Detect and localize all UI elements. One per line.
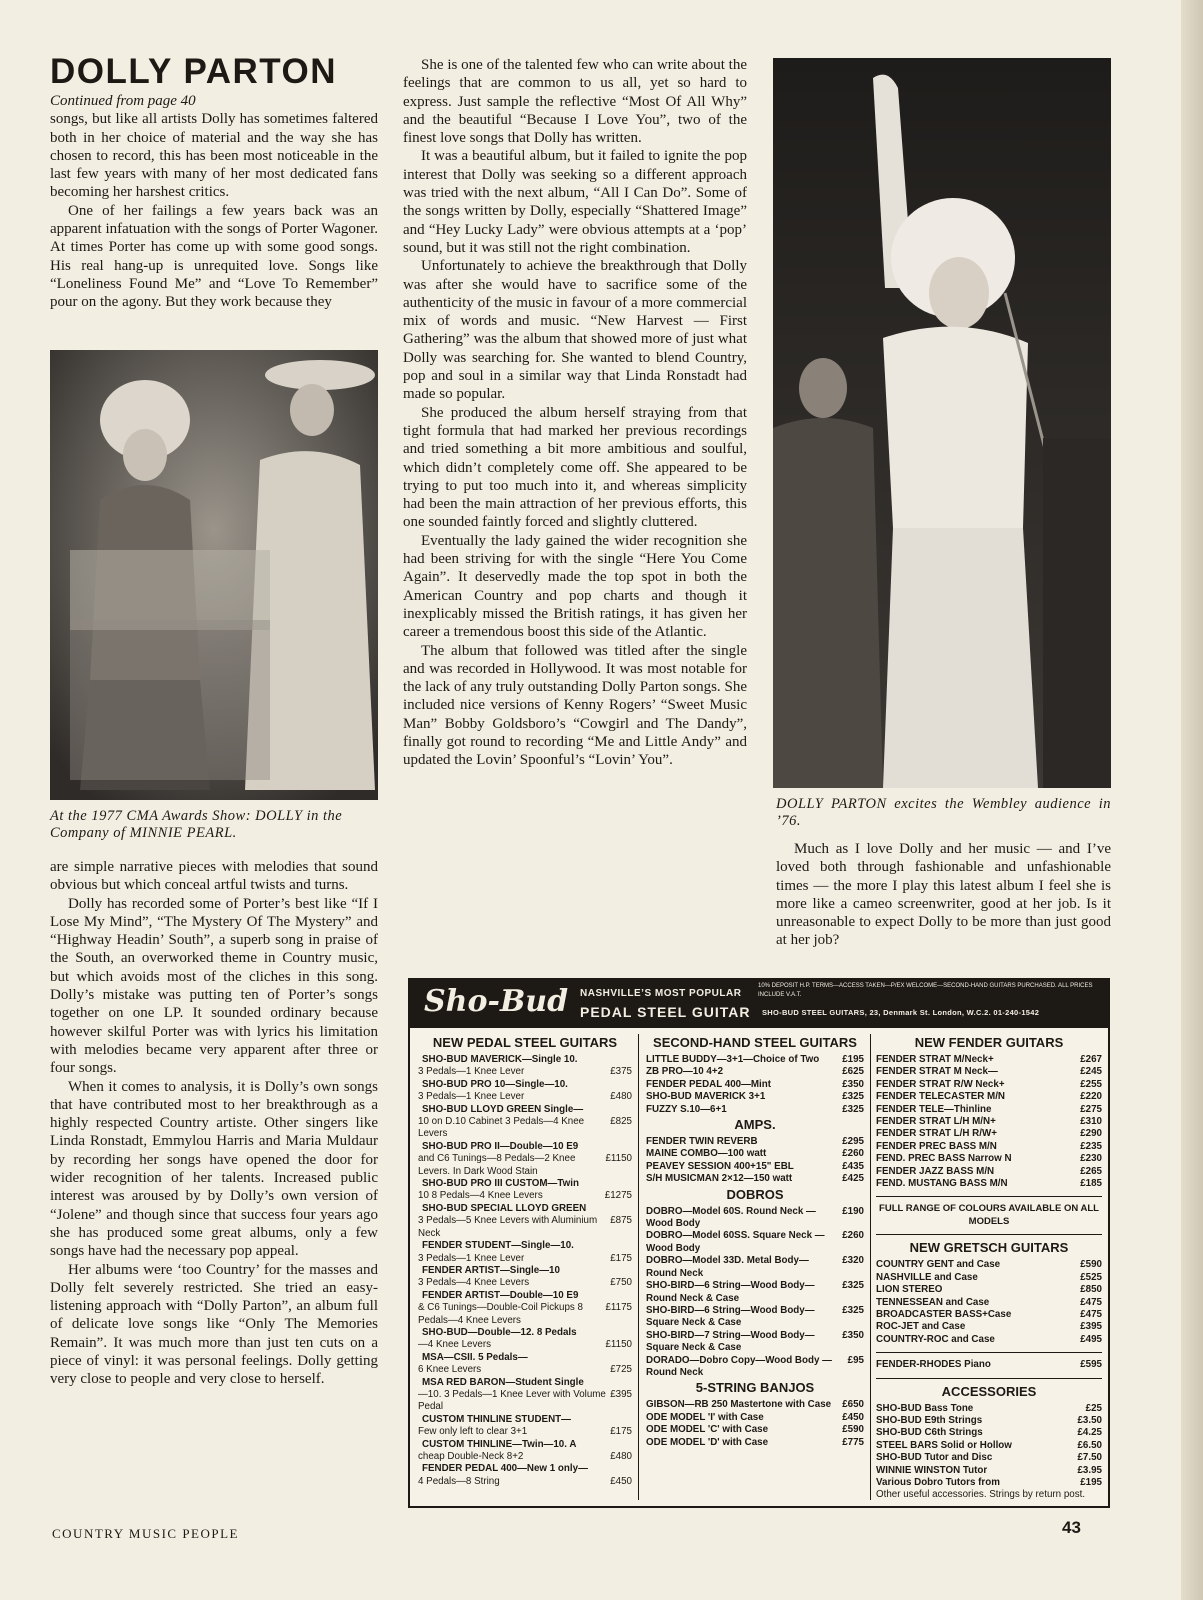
ad-section-heading: 5-STRING BANJOS [695, 1380, 815, 1396]
ad-item-name: FENDER STRAT L/H R/W+ [876, 1128, 997, 1140]
ad-item-price: £475 [1080, 1296, 1102, 1308]
ad-price-row [646, 1136, 864, 1148]
caption-wembley: DOLLY PARTON excites the Wembley audience in ’76. [776, 796, 1111, 829]
ad-price-row [646, 1399, 864, 1411]
ad-item-price: £325 [842, 1091, 864, 1103]
ad-item-price: £1150 [605, 1153, 632, 1165]
ad-item-price: £220 [1080, 1091, 1102, 1103]
ad-price-row [876, 1079, 1102, 1091]
ad-item-detail-row [418, 1066, 632, 1078]
ad-item-name: COUNTRY-ROC and Case [876, 1333, 995, 1345]
ad-section-heading: ACCESSORIES [941, 1383, 1037, 1399]
photo-wembley-image [773, 58, 1111, 788]
ad-item-price: £590 [842, 1424, 864, 1436]
ad-price-row [646, 1255, 864, 1280]
ad-item-price: £450 [842, 1411, 864, 1423]
ad-item-detail: 3 Pedals—5 Knee Levers with Aluminium Neck [418, 1215, 598, 1239]
ad-item-price: £875 [610, 1215, 632, 1227]
ad-item-price: £325 [842, 1304, 864, 1316]
ad-item-name: FENDER JAZZ BASS M/N [876, 1165, 995, 1177]
ad-price-row [876, 1415, 1102, 1427]
ad-item-name: DORADO—Dobro Copy—Wood Body —Round Neck [646, 1354, 832, 1378]
ad-item-name: DOBRO—Model 60S. Round Neck —Wood Body [646, 1205, 816, 1230]
ad-item-price: £1150 [605, 1339, 632, 1351]
ad-price-row [876, 1104, 1102, 1116]
ad-item-price: £290 [1080, 1128, 1102, 1140]
ad-item-name: CUSTOM THINLINE—Twin—10. A [422, 1438, 577, 1450]
ad-price-row [646, 1066, 864, 1078]
ad-price-row [876, 1259, 1102, 1271]
ad-item-name: TENNESSEAN and Case [876, 1296, 990, 1308]
ad-item-price: £7.50 [1077, 1452, 1102, 1464]
ad-separator [876, 1234, 1102, 1235]
ad-item-detail-row [418, 1277, 632, 1289]
ad-item-name: SHO-BUD MAVERICK 3+1 [646, 1091, 766, 1103]
ad-item-price: £185 [1080, 1178, 1102, 1190]
ad-separator [876, 1196, 1102, 1197]
ad-price-row [418, 1141, 632, 1153]
ad-item-price: £750 [610, 1277, 632, 1289]
ad-item-price: £265 [1080, 1165, 1102, 1177]
ad-price-row [646, 1148, 864, 1160]
ad-item-name: FENDER STRAT M Neck— [876, 1066, 998, 1078]
paragraph: Her albums were ‘too Country’ for the masses and Dolly felt severely restricted. She tried an easy-listening approach with “Dolly Parton”, an album full of delicate love songs like “Only The Memories Remain”. It was much more than just ten cuts on a piece of vinyl: it was personal feelings. Dolly getting very close to people and very close to herself. [50, 1261, 378, 1388]
ad-price-row [876, 1091, 1102, 1103]
ad-section-heading: AMPS. [734, 1117, 776, 1133]
ad-item-price: £245 [1080, 1066, 1102, 1078]
ad-item-price: £3.95 [1077, 1464, 1102, 1476]
ad-item-price: £850 [1080, 1284, 1102, 1296]
ad-item-detail: and C6 Tunings—8 Pedals—2 Knee Levers. In Dark Wood Stain [418, 1153, 576, 1177]
ad-item-price: £425 [842, 1173, 864, 1185]
ad-item-name: LION STEREO [876, 1284, 943, 1296]
photo-cma-awards-image [50, 350, 378, 800]
ad-price-row [646, 1437, 864, 1449]
ad-item-detail-row [418, 1302, 632, 1327]
ad-item-detail-row [418, 1426, 632, 1438]
ad-item-name: BROADCASTER BASS+Case [876, 1308, 1012, 1320]
ad-item-detail-row [418, 1091, 632, 1103]
ad-price-row [876, 1477, 1102, 1489]
ad-item-price: £190 [842, 1205, 864, 1217]
ad-price-row [418, 1079, 632, 1091]
paragraph: The album that followed was titled after the single and was recorded in Hollywood. It was most notable for the lack of any truly outstanding Dolly Parton songs. She included nice versions of Kenny Rogers’ “Sweet Music Man” Bobby Goldsboro’s “Cowgirl and The Dandy”, finally got round to recording “Me and Little Andy” and updated the Lovin’ Spoonful’s “Lovin’ You”. [403, 642, 747, 769]
ad-item-price: £475 [1080, 1308, 1102, 1320]
ad-item-name: FENDER-RHODES Piano [876, 1359, 991, 1371]
ad-item-price: £325 [842, 1103, 864, 1115]
ad-item-price: £480 [610, 1451, 632, 1462]
ad-item-price: £235 [1080, 1140, 1102, 1152]
ad-item-name: GIBSON—RB 250 Mastertone with Case [646, 1399, 832, 1411]
ad-price-row [646, 1424, 864, 1436]
ad-item-detail: —4 Knee Levers [418, 1339, 491, 1351]
column-1-top [50, 92, 378, 312]
ad-item-name: SHO-BUD Bass Tone [876, 1402, 974, 1414]
ad-item-price: £95 [847, 1354, 864, 1366]
ad-divider-2 [870, 1034, 871, 1500]
ad-price-row [876, 1054, 1102, 1066]
ad-item-name: FENDER TELECASTER M/N [876, 1091, 1005, 1103]
ad-item-name: SHO-BUD—Double—12. 8 Pedals [422, 1326, 577, 1338]
ad-price-row [646, 1079, 864, 1091]
ad-price-row [646, 1091, 864, 1103]
page-edge [1181, 0, 1203, 1600]
ad-item-price: £260 [842, 1148, 864, 1160]
ad-item-price: £350 [842, 1078, 864, 1090]
ad-price-row [418, 1290, 632, 1302]
ad-item-price: £320 [842, 1255, 864, 1267]
ad-item-price: £395 [610, 1388, 632, 1400]
ad-item-price: £4.25 [1077, 1427, 1102, 1439]
ad-column-new-pedal-steel [418, 1034, 632, 1488]
ad-item-price: £650 [842, 1399, 864, 1411]
ad-item-price: £260 [842, 1230, 864, 1242]
ad-item-name: NASHVILLE and Case [876, 1271, 978, 1283]
ad-item-name: STEEL BARS Solid or Hollow [876, 1439, 1012, 1451]
ad-item-name: SHO-BIRD—6 String—Wood Body—Round Neck & Case [646, 1280, 815, 1304]
ad-item-detail-row [418, 1253, 632, 1265]
ad-price-row [876, 1141, 1102, 1153]
ad-price-row [646, 1161, 864, 1173]
ad-price-row [646, 1330, 864, 1355]
ad-item-name: WINNIE WINSTON Tutor [876, 1464, 988, 1476]
ad-section-heading: NEW FENDER GUITARS [914, 1035, 1064, 1050]
ad-price-row [876, 1359, 1102, 1371]
paragraph: One of her failings a few years back was an apparent infatuation with the songs of Porter Wagoner. At times Porter has come up with some good songs. His real hang-up is unrequited love. Songs like “Loneliness Found Me” and “Love To Remember” pour on the agony. But they work because they [50, 202, 378, 311]
ad-section-heading: NEW PEDAL STEEL GUITARS [432, 1035, 618, 1050]
ad-item-price: £625 [842, 1066, 864, 1078]
ad-item-name: SHO-BUD MAVERICK—Single 10. [422, 1054, 578, 1065]
ad-item-detail-row [418, 1153, 632, 1178]
ad-price-row [418, 1377, 632, 1389]
ad-item-detail: & C6 Tunings—Double-Coil Pickups 8 Pedals—4 Knee Levers [418, 1302, 583, 1326]
ad-item-name: SHO-BIRD—7 String—Wood Body—Square Neck & Case [646, 1329, 815, 1354]
ad-price-row [646, 1280, 864, 1305]
ad-item-name: CUSTOM THINLINE STUDENT— [422, 1413, 571, 1425]
ad-item-price: £435 [842, 1160, 864, 1172]
ad-item-name: MSA—CSII. 5 Pedals— [422, 1351, 528, 1363]
ad-price-row [418, 1265, 632, 1277]
ad-price-row [876, 1297, 1102, 1309]
ad-price-row [876, 1440, 1102, 1452]
ad-item-name: SHO-BUD Tutor and Disc [876, 1452, 993, 1464]
paragraph: songs, but like all artists Dolly has sometimes faltered both in her choice of material and the way she has chosen to record, this has been most noticeable in the last few years with many of her most dedicated fans becoming her harshest critics. [50, 111, 378, 201]
paragraph: are simple narrative pieces with melodies that sound obvious but which conceal artful twists and turns. [50, 859, 378, 894]
ad-price-row [646, 1355, 864, 1380]
ad-item-name: ODE MODEL 'C' with Case [646, 1424, 769, 1436]
column-2 [403, 56, 747, 770]
ad-item-name: ROC-JET and Case [876, 1321, 966, 1333]
paragraph: When it comes to analysis, it is Dolly’s own songs that have contributed most to her breakthrough as a highly respected Country artiste. Other singers like Linda Ronstadt, Emmylou Harris and Maria Muldaur by recording her songs have opened the door for wider recognition of her talents. Increased public interest was aroused by by Dolly’s own version of “Jolene” and though since that success four years ago she has produced some great albums, only a few songs have had the necessary pop appeal. [50, 1078, 378, 1260]
ad-item-detail: cheap Double-Neck 8+2 [418, 1451, 524, 1462]
ad-item-detail: 6 Knee Levers [418, 1364, 482, 1376]
ad-price-row [876, 1465, 1102, 1477]
ad-item-detail: 3 Pedals—1 Knee Lever [418, 1091, 525, 1103]
ad-item-name: FENDER TELE—Thinline [876, 1103, 992, 1115]
ad-item-detail-row [418, 1364, 632, 1376]
ad-section-heading: SECOND-HAND STEEL GUITARS [653, 1035, 857, 1050]
ad-item-detail-row [418, 1339, 632, 1351]
ad-price-row [876, 1403, 1102, 1415]
headline: DOLLY PARTON [50, 52, 338, 91]
paragraph: She produced the album herself straying from that tight formula that had marked her previous recordings and tried something a bit more ambitious and soulful, which didn’t completely come off. She appeared to be trying to put too much into it, and whereas simplicity had been the main attraction of her previous efforts, this one sounded faintly forced and slightly cluttered. [403, 404, 747, 531]
ad-item-price: £590 [1080, 1259, 1102, 1271]
ad-item-name: PEAVEY SESSION 400+15" EBL [646, 1160, 794, 1172]
ad-item-price: £1175 [605, 1302, 632, 1314]
ad-address: SHO-BUD STEEL GUITARS, 23, Denmark St. London, W.C.2. 01-240-1542 [762, 1008, 1040, 1017]
ad-price-row [876, 1178, 1102, 1190]
ad-item-name: FUZZY S.10—6+1 [646, 1103, 727, 1115]
ad-item-name: FENDER ARTIST—Double—10 E9 [422, 1289, 579, 1301]
footer-magazine-name: COUNTRY MUSIC PEOPLE [52, 1526, 239, 1541]
photo-cma-awards [50, 350, 378, 800]
photo-wembley [773, 58, 1111, 788]
ad-item-price: £310 [1080, 1116, 1102, 1128]
ad-item-detail: 3 Pedals—4 Knee Levers [418, 1277, 530, 1289]
ad-item-name: COUNTRY GENT and Case [876, 1259, 1001, 1271]
ad-item-price: £350 [842, 1329, 864, 1341]
ad-price-row [418, 1203, 632, 1215]
ad-item-name: ODE MODEL 'I' with Case [646, 1411, 764, 1423]
ad-item-name: SHO-BUD C6th Strings [876, 1427, 983, 1439]
ad-item-detail: —10. 3 Pedals—1 Knee Lever with Volume Pedal [418, 1388, 606, 1413]
ad-footer-note: Other useful accessories. Strings by return post. [876, 1489, 1086, 1501]
ad-item-name: FENDER TWIN REVERB [646, 1136, 758, 1148]
ad-price-row [418, 1178, 632, 1190]
ad-price-row [646, 1230, 864, 1255]
paragraph: She is one of the talented few who can write about the feelings that are common to us all, yet so hard to express. Just sample the reflective “Most Of All Why” and the beautiful “Because I Love You”, two of the finest love songs that Dolly has written. [403, 57, 747, 147]
ad-item-price: £255 [1080, 1078, 1102, 1090]
ad-header [410, 980, 1108, 1028]
ad-price-row [646, 1054, 864, 1066]
ad-item-detail: 10 on D.10 Cabinet 3 Pedals—4 Knee Levers [418, 1116, 585, 1140]
ad-item-price: £295 [842, 1136, 864, 1148]
ad-item-name: FENDER ARTIST—Single—10 [422, 1264, 560, 1276]
ad-item-price: £195 [1080, 1476, 1102, 1488]
ad-item-detail-row [418, 1389, 632, 1414]
ad-item-price: £480 [610, 1091, 632, 1103]
ad-price-row [876, 1452, 1102, 1464]
column-1-bottom [50, 858, 378, 1389]
ad-item-price: £725 [610, 1364, 632, 1376]
ad-item-price: £6.50 [1077, 1439, 1102, 1451]
ad-item-detail-row [418, 1190, 632, 1202]
ad-item-name: S/H MUSICMAN 2×12—150 watt [646, 1173, 793, 1185]
ad-item-price: £495 [1080, 1333, 1102, 1345]
ad-colours-note: FULL RANGE OF COLOURS AVAILABLE ON ALL MODELS [879, 1203, 1099, 1227]
ad-price-row [876, 1309, 1102, 1321]
ad-price-row [646, 1412, 864, 1424]
ad-item-detail: 4 Pedals—8 String [418, 1475, 500, 1487]
ad-item-detail-row [418, 1215, 632, 1240]
ad-item-name: SHO-BUD E9th Strings [876, 1414, 983, 1426]
ad-item-name: FENDER PEDAL 400—Mint [646, 1078, 772, 1090]
ad-price-row [418, 1463, 632, 1475]
ad-item-name: FENDER PREC BASS M/N [876, 1140, 997, 1152]
ad-item-name: FENDER STRAT L/H M/N+ [876, 1116, 996, 1128]
ad-price-row [876, 1334, 1102, 1346]
ad-item-detail: Few only left to clear 3+1 [418, 1426, 528, 1438]
ad-item-name: SHO-BUD PRO II—Double—10 E9 [422, 1140, 579, 1152]
paragraph: Unfortunately to achieve the breakthrough that Dolly was after she would have to sacrifice some of the authenticity of the music in favour of a more commercial mix of words and music. “New Harvest — First Gathering” was the album that showed more of just what Dolly was searching for. She wanted to blend Country, pop and soul in a similar way that Linda Ronstadt had made so popular. [403, 258, 747, 403]
ad-item-name: ODE MODEL 'D' with Case [646, 1436, 769, 1448]
ad-item-price: £395 [1080, 1321, 1102, 1333]
ad-price-row [876, 1321, 1102, 1333]
ad-price-row [646, 1104, 864, 1116]
ad-price-row [418, 1104, 632, 1116]
ad-price-row [418, 1240, 632, 1252]
ad-section-heading: NEW GRETSCH GUITARS [909, 1240, 1069, 1256]
ad-price-row [876, 1284, 1102, 1296]
paragraph: Eventually the lady gained the wider recognition she had been striving for with the single “Here You Come Again”. It deservedly made the top spot in both the American Country and pop charts and though it inexplicably missed the British ratings, it has given her career a tremendous boost this side of the Atlantic. [403, 532, 747, 641]
column-3 [776, 840, 1111, 950]
sho-bud-advertisement [408, 978, 1110, 1508]
ad-item-price: £375 [610, 1066, 632, 1078]
ad-price-row [418, 1352, 632, 1364]
ad-separator [876, 1378, 1102, 1379]
ad-item-name: FENDER STRAT M/Neck+ [876, 1054, 994, 1065]
ad-item-price: £175 [610, 1252, 632, 1264]
ad-price-row [418, 1327, 632, 1339]
ad-item-name: LITTLE BUDDY—3+1—Choice of Two [646, 1054, 820, 1065]
ad-item-price: £25 [1085, 1402, 1102, 1414]
ad-item-name: SHO-BIRD—6 String—Wood Body—Square Neck & Case [646, 1304, 815, 1329]
ad-item-detail-row [418, 1476, 632, 1488]
ad-item-price: £825 [610, 1116, 632, 1128]
paragraph: Dolly has recorded some of Porter’s best like “If I Lose My Mind”, “The Mystery Of The Mystery” and “Highway Headin’ South”, a superb song in praise of the South, an overworked theme in Country music, but which avoids most of the cliches in this song. Dolly’s mistake was putting ten of Porter’s songs together on one LP. It sounded ordinary because however skilful Porter was with lyrics his limitation with melodies became very apparent after three or four songs. [50, 895, 378, 1077]
ad-price-row [876, 1427, 1102, 1439]
ad-price-row [876, 1128, 1102, 1140]
ad-item-name: MSA RED BARON—Student Single [422, 1376, 584, 1388]
ad-item-detail-row [418, 1451, 632, 1463]
ad-item-name: SHO-BUD PRO III CUSTOM—Twin [422, 1178, 579, 1190]
ad-item-detail-row [418, 1116, 632, 1141]
ad-item-name: SHO-BUD SPECIAL LLOYD GREEN [422, 1202, 587, 1214]
ad-tagline-2: PEDAL STEEL GUITAR [580, 1004, 751, 1020]
ad-price-row [876, 1272, 1102, 1284]
ad-price-row [418, 1054, 632, 1066]
ad-item-name: DOBRO—Model 60SS. Square Neck —Wood Body [646, 1230, 825, 1254]
paragraph: It was a beautiful album, but it failed to ignite the pop interest that Dolly was seeking so a different approach was tried with the next album, “All I Can Do”. Some of the songs written by Dolly, especially “Shattered Image” and “Hey Lucky Lady” were obvious attempts at a ‘pop’ sound, but it was still not the right combination. [403, 148, 747, 256]
ad-item-price: £1275 [604, 1190, 632, 1202]
ad-item-name: FENDER PEDAL 400—New 1 only— [422, 1463, 588, 1475]
ad-price-row [418, 1414, 632, 1426]
ad-item-name: FEND. MUSTANG BASS M/N [876, 1178, 1008, 1190]
ad-item-price: £3.50 [1077, 1414, 1102, 1426]
ad-item-price: £275 [1080, 1103, 1102, 1115]
ad-item-name: FEND. PREC BASS Narrow N [876, 1153, 1012, 1165]
ad-column-fender [876, 1034, 1102, 1502]
ad-terms: 10% DEPOSIT H.P. TERMS—ACCESS TAKEN—P/EX WELCOME—SECOND-HAND GUITARS PURCHASED. ALL PRICES INCLUDE V.A.T. [758, 983, 1093, 998]
ad-item-price: £195 [842, 1054, 864, 1065]
ad-item-detail: 3 Pedals—1 Knee Lever [418, 1252, 525, 1264]
ad-item-name: SHO-BUD PRO 10—Single—10. [422, 1078, 568, 1090]
ad-item-price: £267 [1080, 1054, 1102, 1065]
ad-item-price: £230 [1080, 1153, 1102, 1165]
ad-price-row [876, 1166, 1102, 1178]
ad-item-price: £775 [842, 1436, 864, 1448]
sho-bud-logo: Sho-Bud [424, 984, 569, 1019]
ad-divider-1 [638, 1034, 639, 1500]
ad-price-row [646, 1206, 864, 1231]
ad-item-price: £450 [610, 1475, 632, 1487]
ad-price-row [646, 1305, 864, 1330]
ad-item-name: SHO-BUD LLOYD GREEN Single— [422, 1103, 584, 1115]
ad-section-heading: DOBROS [726, 1186, 784, 1202]
ad-item-price: £175 [610, 1426, 632, 1438]
paragraph: Much as I love Dolly and her music — and I’ve loved both through fashionable and unfashionable times — the more I play this latest album I feel she is more like a cameo screenwriter, good at her job. Is it unreasonable to expect Dolly to be more than just good at her job? [776, 841, 1111, 949]
ad-item-name: FENDER STRAT R/W Neck+ [876, 1078, 1005, 1090]
caption-cma-awards: At the 1977 CMA Awards Show: DOLLY in the Company of MINNIE PEARL. [50, 808, 343, 841]
ad-separator [876, 1352, 1102, 1353]
ad-price-row [876, 1153, 1102, 1165]
ad-item-price: £595 [1080, 1359, 1102, 1371]
ad-item-detail: 3 Pedals—1 Knee Lever [418, 1066, 525, 1078]
ad-tagline-1: NASHVILLE’S MOST POPULAR [580, 988, 742, 999]
ad-price-row [646, 1173, 864, 1185]
ad-column-second-hand [646, 1034, 864, 1449]
ad-price-row [418, 1439, 632, 1451]
ad-item-name: MAINE COMBO—100 watt [646, 1148, 767, 1160]
ad-item-detail: 10 8 Pedals—4 Knee Levers [418, 1190, 543, 1202]
footer-page-number: 43 [1062, 1518, 1081, 1537]
ad-item-price: £525 [1080, 1271, 1102, 1283]
ad-item-name: Various Dobro Tutors from [876, 1476, 1000, 1488]
ad-item-name: FENDER STUDENT—Single—10. [422, 1240, 574, 1252]
ad-price-row [876, 1066, 1102, 1078]
ad-price-row [876, 1116, 1102, 1128]
ad-item-name: ZB PRO—10 4+2 [646, 1066, 724, 1078]
ad-item-name: DOBRO—Model 33D. Metal Body—Round Neck [646, 1255, 809, 1279]
continued-note: Continued from page 40 [50, 93, 196, 109]
ad-item-price: £325 [842, 1280, 864, 1292]
